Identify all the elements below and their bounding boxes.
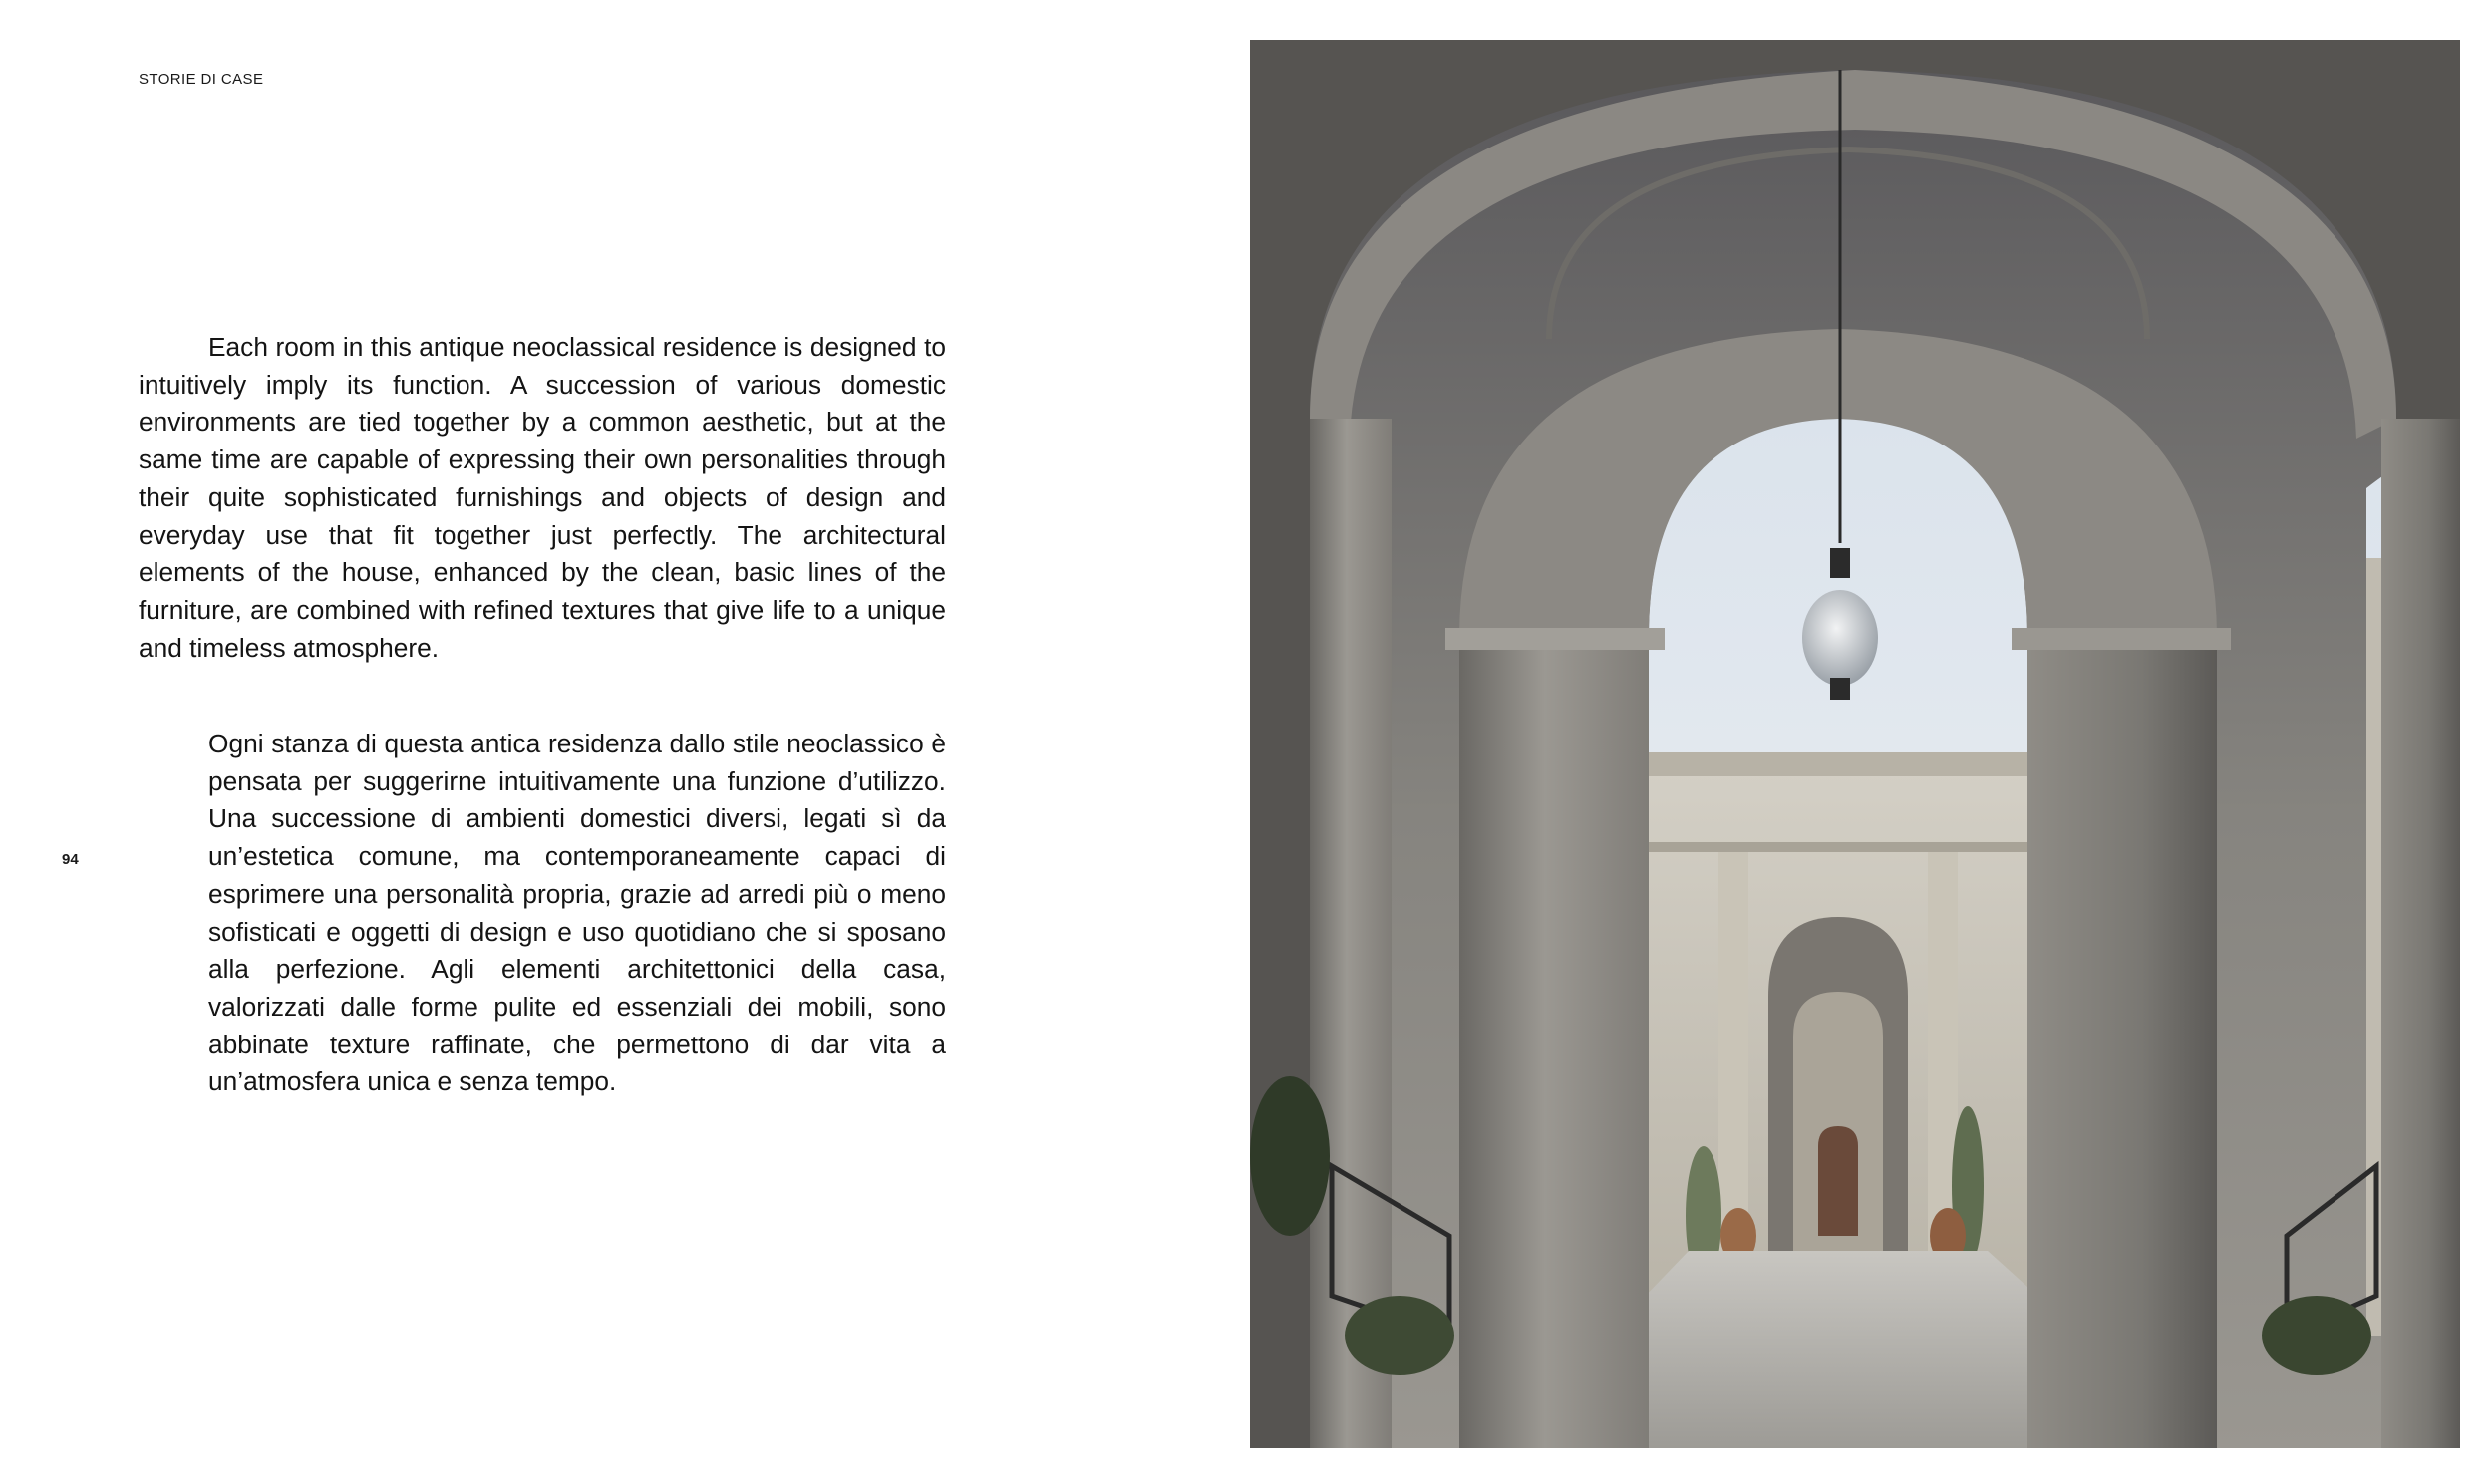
section-label: STORIE DI CASE (139, 71, 264, 88)
italian-paragraph: Ogni stanza di questa antica residenza dallo stile neoclassico è pensata per suggerirne intuitivamente una funzione d’utilizzo. Una successione di ambienti domestici diversi, legati sì da un’estetica comune, ma contemporaneamente capaci di esprimere una personalità propria, grazie ad arredi più o meno sofisticati e oggetti di design e uso quotidiano che si sposano alla perfezione. Agli elementi architettonici della casa, valorizzati dalle forme pulite ed essenziali dei mobili, sono abbinate texture raffinate, che permettono di dar vita a un’atmosfera unica e senza tempo. (208, 729, 946, 1097)
english-paragraph: Each room in this antique neoclassical residence is designed to intuitively imply its function. A succession of various domestic environments are tied together by a common aesthetic, but at the same time are capable of expressing their own personalities through their quite sophisticated furnishings and objects of design and everyday use that fit together just perfectly. The architectural elements of the house, enhanced by the clean, basic lines of the furniture, are combined with refined textures that give life to a unique and timeless atmosphere. (139, 332, 946, 663)
page-number: 94 (62, 851, 79, 868)
courtyard-arcade-illustration (1250, 40, 2460, 1448)
courtyard-arcade-photo (1250, 40, 2460, 1448)
